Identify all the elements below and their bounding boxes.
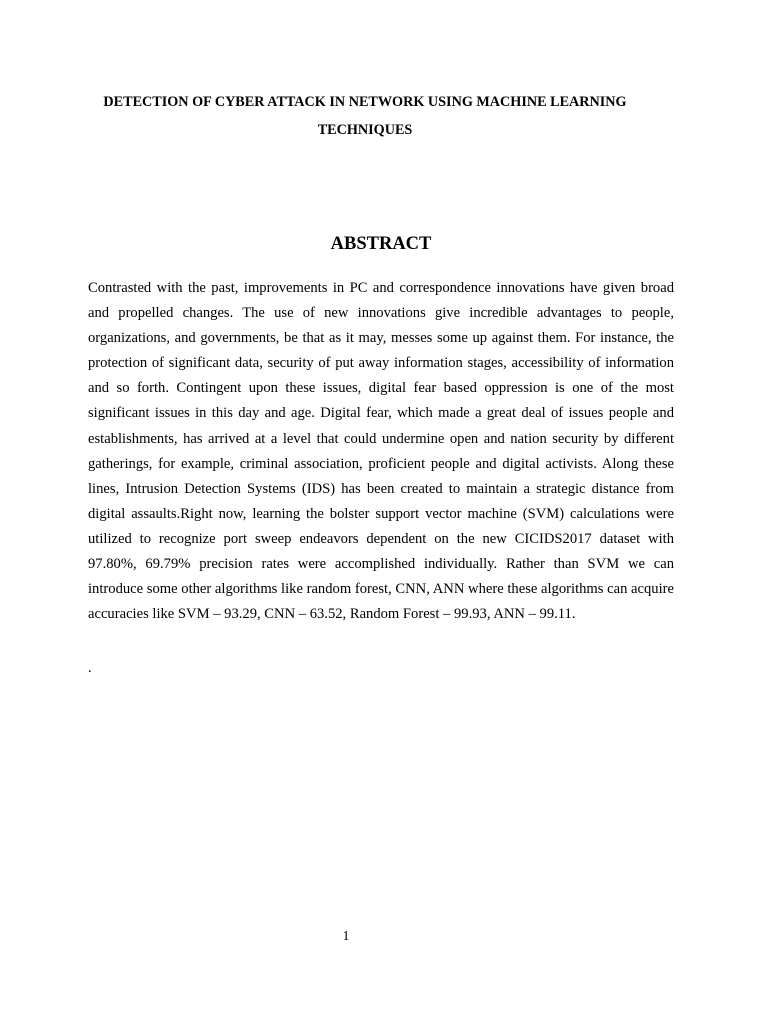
- page-number: 1: [342, 929, 350, 944]
- trailing-period: .: [88, 660, 92, 676]
- abstract-paragraph: Contrasted with the past, improvements in PC and correspondence innovations have given broad and propelled changes. The use of new innovations give incredible advantages to people, organizations, and governments, be that as it may, messes some up against them. For instance, the protection of significant data, security of put away information stages, accessibility of information and so forth. Contingent upon these issues, digital fear based oppression is one of the most significant issues in this day and age. Digital fear, which made a great deal of issues people and establishments, has arrived at a level that could undermine open and nation security by different gatherings, for example, criminal association, proficient people and digital activists. Along these lines, Intrusion Detection Systems (IDS) has been created to maintain a strategic distance from digital assaults.Right now, learning the bolster support vector machine (SVM) calculations were utilized to recognize port sweep endeavors dependent on the new CICIDS2017 dataset with 97.80%, 69.79% precision rates were accomplished individually. Rather than SVM we can introduce some other algorithms like random forest, CNN, ANN where these algorithms can acquire accuracies like SVM – 93.29, CNN – 63.52, Random Forest – 99.93, ANN – 99.11.: [88, 280, 674, 623]
- abstract-heading: ABSTRACT: [330, 234, 432, 254]
- document-title-line-1: DETECTION OF CYBER ATTACK IN NETWORK USING MACHINE LEARNING: [103, 94, 627, 110]
- document-title-line-2: TECHNIQUES: [317, 122, 413, 138]
- document-title: [0, 88, 730, 144]
